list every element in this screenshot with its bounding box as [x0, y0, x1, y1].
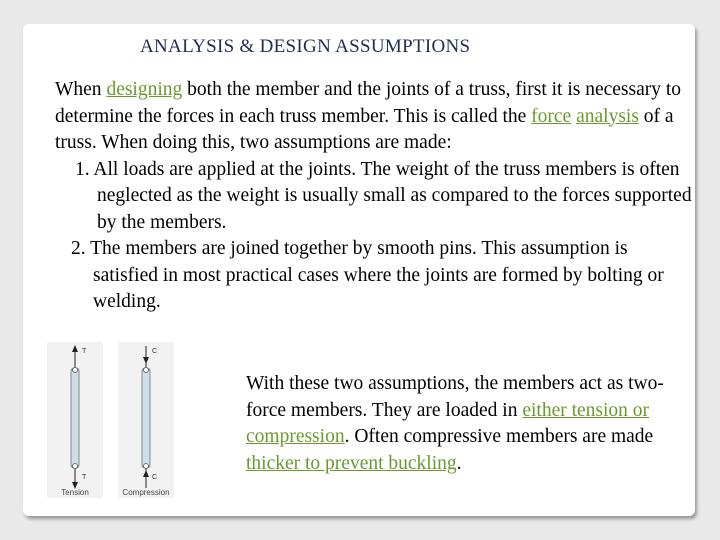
designing-link[interactable]: designing [106, 79, 183, 100]
compression-top-label: C [152, 348, 158, 355]
intro-text-part: of a truss. When doing this, two assumptions are made: [55, 105, 674, 153]
tension-bottom-label: T [82, 474, 87, 481]
tension-member-figure [47, 342, 103, 498]
slide-title: ANALYSIS & DESIGN ASSUMPTIONS [140, 36, 471, 57]
analysis-link[interactable]: analysis [576, 105, 639, 127]
conclusion-paragraph [246, 371, 686, 477]
intro-text-part: both the member and the joints of a truss, first it is necessary to determine the forces in each truss member. This is called the [55, 79, 682, 127]
force-link[interactable]: force [531, 105, 572, 127]
compression-bottom-label: C [152, 474, 158, 481]
assumption-item-1: 1. All loads are applied at the joints. The weight of the truss members is often neglected as the weight is usually small as compared to the forces supported by the members. [75, 158, 692, 233]
tension-compression-link[interactable]: either tension or compression [246, 399, 650, 447]
conclusion-text-part: . Often compressive members are made [344, 426, 654, 447]
assumption-item-2: 2. The members are joined together by smooth pins. This assumption is satisfied in most practical cases where the joints are formed by bolting or welding. [71, 238, 664, 312]
intro-text-part: When [55, 79, 107, 100]
buckling-link[interactable]: thicker to prevent buckling [246, 452, 457, 474]
compression-member-drawing [118, 342, 174, 498]
conclusion-text [246, 371, 686, 477]
tension-top-label: T [82, 348, 87, 355]
tension-member-drawing [47, 342, 103, 498]
intro-text [55, 77, 695, 316]
compression-caption: Compression [122, 488, 170, 497]
intro-paragraph [55, 77, 695, 157]
tension-caption: Tension [61, 488, 89, 497]
conclusion-text-part: . [456, 452, 462, 474]
compression-member-figure [118, 342, 174, 498]
conclusion-text-part: With these two assumptions, the members act as two-force members. They are loaded in [246, 373, 664, 421]
